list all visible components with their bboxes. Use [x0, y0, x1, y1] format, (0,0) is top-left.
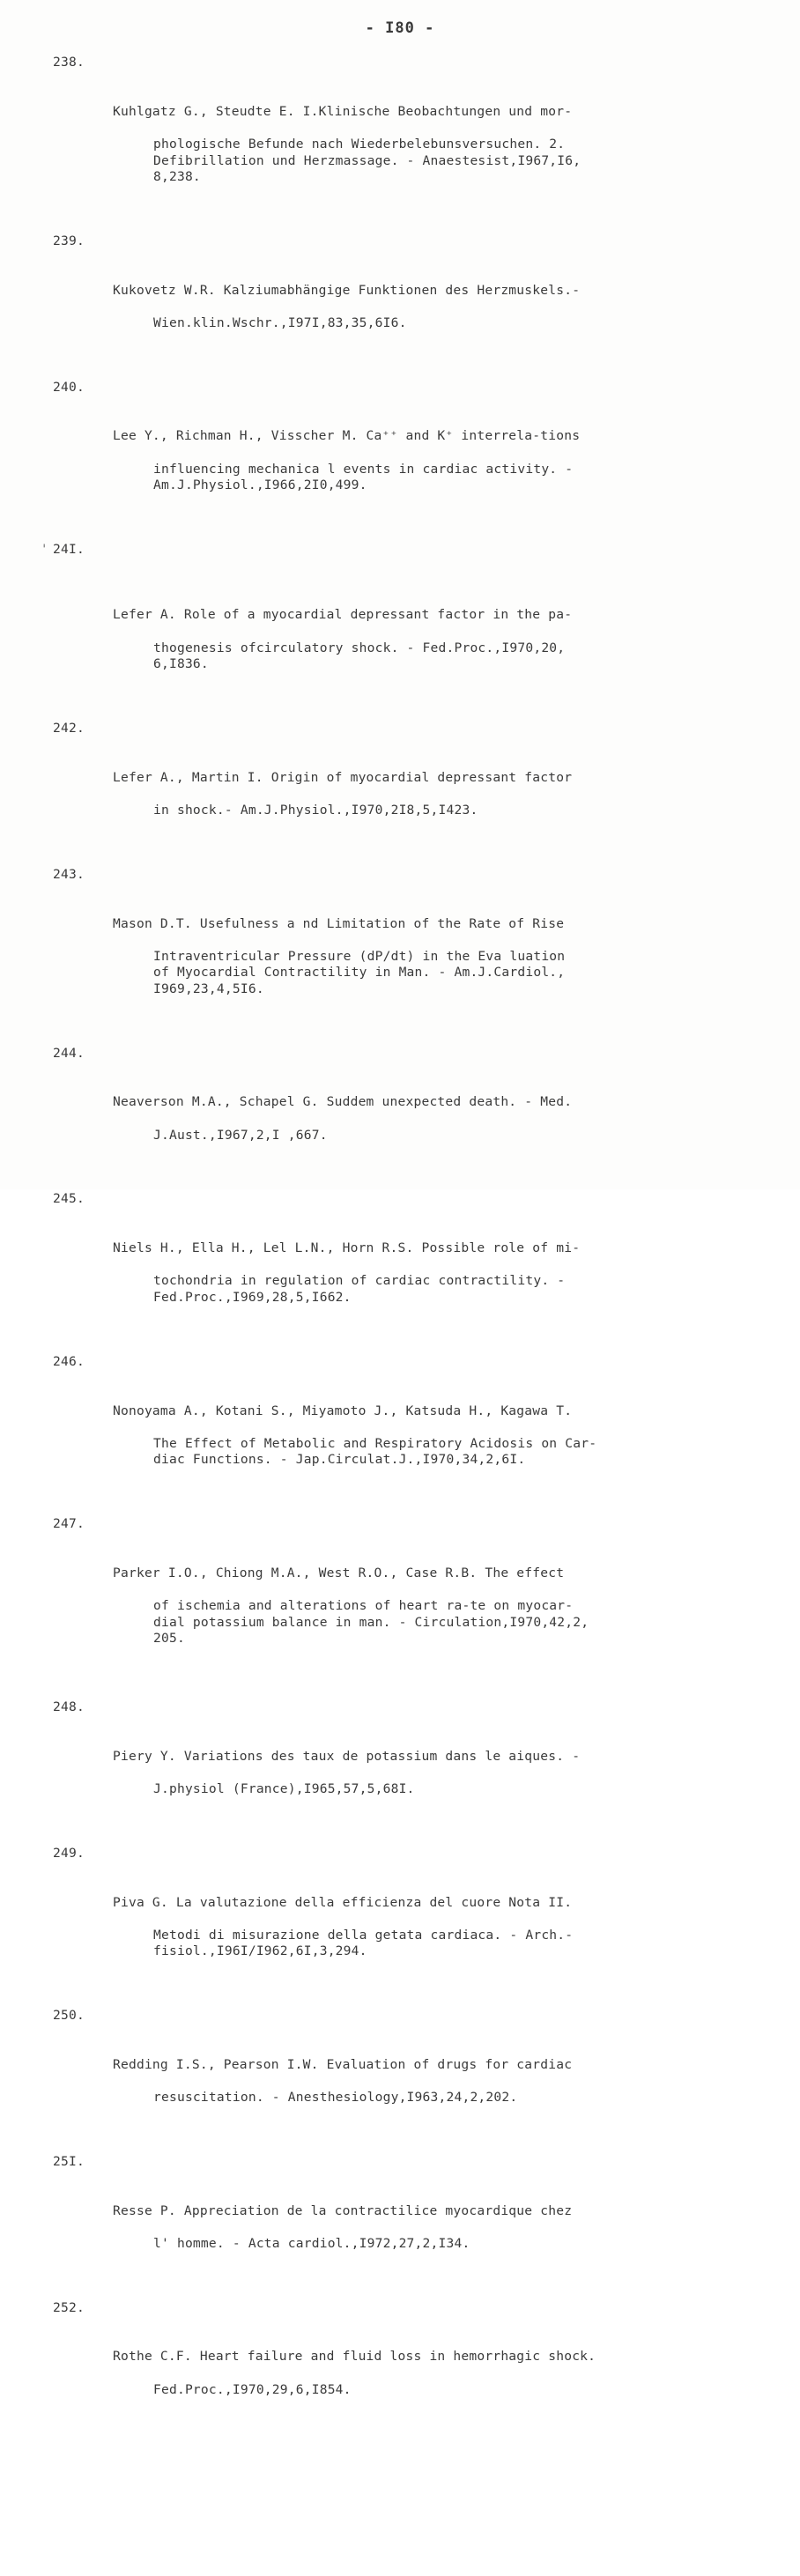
reference-item [53, 867, 749, 1031]
reference-first-line: Mason D.T. Usefulness a nd Limitation of the Rate of Rise [113, 915, 565, 931]
reference-first-line: Niels H., Ella H., Lel L.N., Horn R.S. Possible role of mi- [113, 1240, 581, 1256]
reference-number: 247. [53, 1516, 85, 1532]
reference-number: 249. [53, 1845, 85, 1861]
reference-first-line: Lefer A. Role of a myocardial depressant factor in the pa- [113, 607, 573, 623]
reference-item [53, 2446, 749, 2560]
reference-continuation: phologische Befunde nach Wiederbelebunsversuchen. 2. Defibrillation und Herzmassage. - Anaestesist,I967,I6, 8,238. [153, 136, 581, 185]
reference-number: 242. [53, 720, 85, 736]
reference-first-line: Piery Y. Variations des taux de potassium dans le aiques. - [113, 1748, 581, 1764]
reference-item [53, 1191, 749, 1338]
reference-first-line: Lefer A., Martin I. Origin of myocardial depressant factor [113, 769, 573, 785]
reference-continuation: Intraventricular Pressure (dP/dt) in the Eva luation of Myocardial Contractility in Man. - Am.J.Cardiol., I969,23,4,5I6. [153, 948, 566, 996]
reference-text [113, 1878, 749, 1977]
reference-text [113, 87, 749, 202]
reference-text [113, 2040, 749, 2122]
reference-first-line: Redding I.S., Pearson I.W. Evaluation of drugs for cardiac [113, 2056, 573, 2072]
reference-text [113, 1387, 749, 1485]
reference-number: 240. [53, 379, 85, 395]
reference-continuation: Wien.klin.Wschr.,I97I,83,35,6I6. [153, 315, 407, 330]
reference-number: 248. [53, 1699, 85, 1715]
reference-continuation: The Effect of Metabolic and Respiratory Acidosis on Car- diac Functions. - Jap.Circulat.J.,I970,34,2,6I. [153, 1435, 597, 1468]
reference-item [53, 55, 749, 218]
reference-item [41, 542, 749, 706]
reference-continuation: influencing mechanica l events in cardiac activity. - Am.J.Physiol.,I966,2I0,499. [153, 461, 574, 493]
reference-number: 25I. [53, 2153, 85, 2169]
reference-item [53, 1699, 749, 1831]
reference-continuation: Metodi di misurazione della getata cardiaca. - Arch.- fisiol.,I96I/I962,6I,3,294. [153, 1927, 574, 1959]
reference-text [113, 1225, 749, 1323]
reference-text [113, 1549, 749, 1663]
reference-text [113, 412, 749, 511]
reference-continuation: thogenesis ofcirculatory shock. - Fed.Proc.,I970,20, 6,I836. [153, 640, 566, 672]
reference-item [53, 2154, 749, 2285]
reference-first-line: Lee Y., Richman H., Visscher M. Ca⁺⁺ and K⁺ interrela-tions [113, 428, 581, 444]
reference-number: 245. [53, 1191, 85, 1207]
reference-first-line: Resse P. Appreciation de la contractilice myocardique chez [113, 2202, 573, 2218]
reference-item [53, 1516, 749, 1680]
margin-mark: ' [41, 543, 48, 558]
reference-item [53, 2008, 749, 2139]
reference-text [113, 2187, 749, 2269]
reference-continuation: of ischemia and alterations of heart ra-te on myocar- dial potassium balance in man. - Circulation,I970,42,2, 205. [153, 1598, 589, 1647]
reference-item [53, 1046, 749, 1177]
reference-text [113, 1078, 749, 1160]
reference-text [113, 899, 749, 1014]
reference-text [113, 266, 749, 348]
page-number: - I80 - [365, 19, 435, 37]
reference-item [53, 721, 749, 852]
reference-first-line: Kuhlgatz G., Steudte E. I.Klinische Beobachtungen und mor- [113, 103, 573, 119]
reference-continuation: l' homme. - Acta cardiol.,I972,27,2,I34. [153, 2235, 470, 2251]
reference-item [53, 2300, 749, 2432]
reference-text [113, 2495, 749, 2544]
reference-continuation: in shock.- Am.J.Physiol.,I970,2I8,5,I423. [153, 802, 478, 818]
reference-continuation: tochondria in regulation of cardiac contractility. - Fed.Proc.,I969,28,5,I662. [153, 1273, 566, 1305]
reference-text [113, 591, 749, 690]
reference-continuation: J.Aust.,I967,2,I ,667. [153, 1127, 328, 1143]
reference-continuation: J.physiol (France),I965,57,5,68I. [153, 1781, 415, 1796]
reference-number: 246. [53, 1353, 85, 1369]
reference-number: 243. [53, 866, 85, 882]
reference-first-line: Neaverson M.A., Schapel G. Suddem unexpected death. - Med. [113, 1094, 573, 1110]
reference-number: 24I. [53, 542, 85, 558]
reference-first-line: Parker I.O., Chiong M.A., West R.O., Case R.B. The effect [113, 1565, 565, 1580]
reference-continuation: resuscitation. - Anesthesiology,I963,24,2,202. [153, 2090, 518, 2106]
reference-continuation: Fed.Proc.,I970,29,6,I854. [153, 2381, 352, 2397]
reference-list [41, 55, 749, 2576]
reference-text [113, 2333, 749, 2415]
reference-number: 238. [53, 55, 85, 70]
reference-text [113, 1732, 749, 1814]
reference-item [53, 1846, 749, 1993]
reference-first-line: Nonoyama A., Kotani S., Miyamoto J., Katsuda H., Kagawa T. [113, 1403, 573, 1418]
reference-number: 252. [53, 2299, 85, 2315]
reference-first-line: Piva G. La valutazione della efficienza del cuore Nota II. [113, 1894, 573, 1910]
reference-number: 244. [53, 1045, 85, 1061]
reference-text [113, 753, 749, 835]
reference-first-line: Kukovetz W.R. Kalziumabhängige Funktionen des Herzmuskels.- [113, 282, 581, 298]
reference-first-line: Rothe C.F. Heart failure and fluid loss in hemorrhagic shock. [113, 2349, 596, 2365]
reference-item [53, 233, 749, 365]
reference-item [53, 1354, 749, 1501]
reference-number: 250. [53, 2008, 85, 2024]
reference-number: 239. [53, 233, 85, 248]
reference-item [53, 380, 749, 527]
